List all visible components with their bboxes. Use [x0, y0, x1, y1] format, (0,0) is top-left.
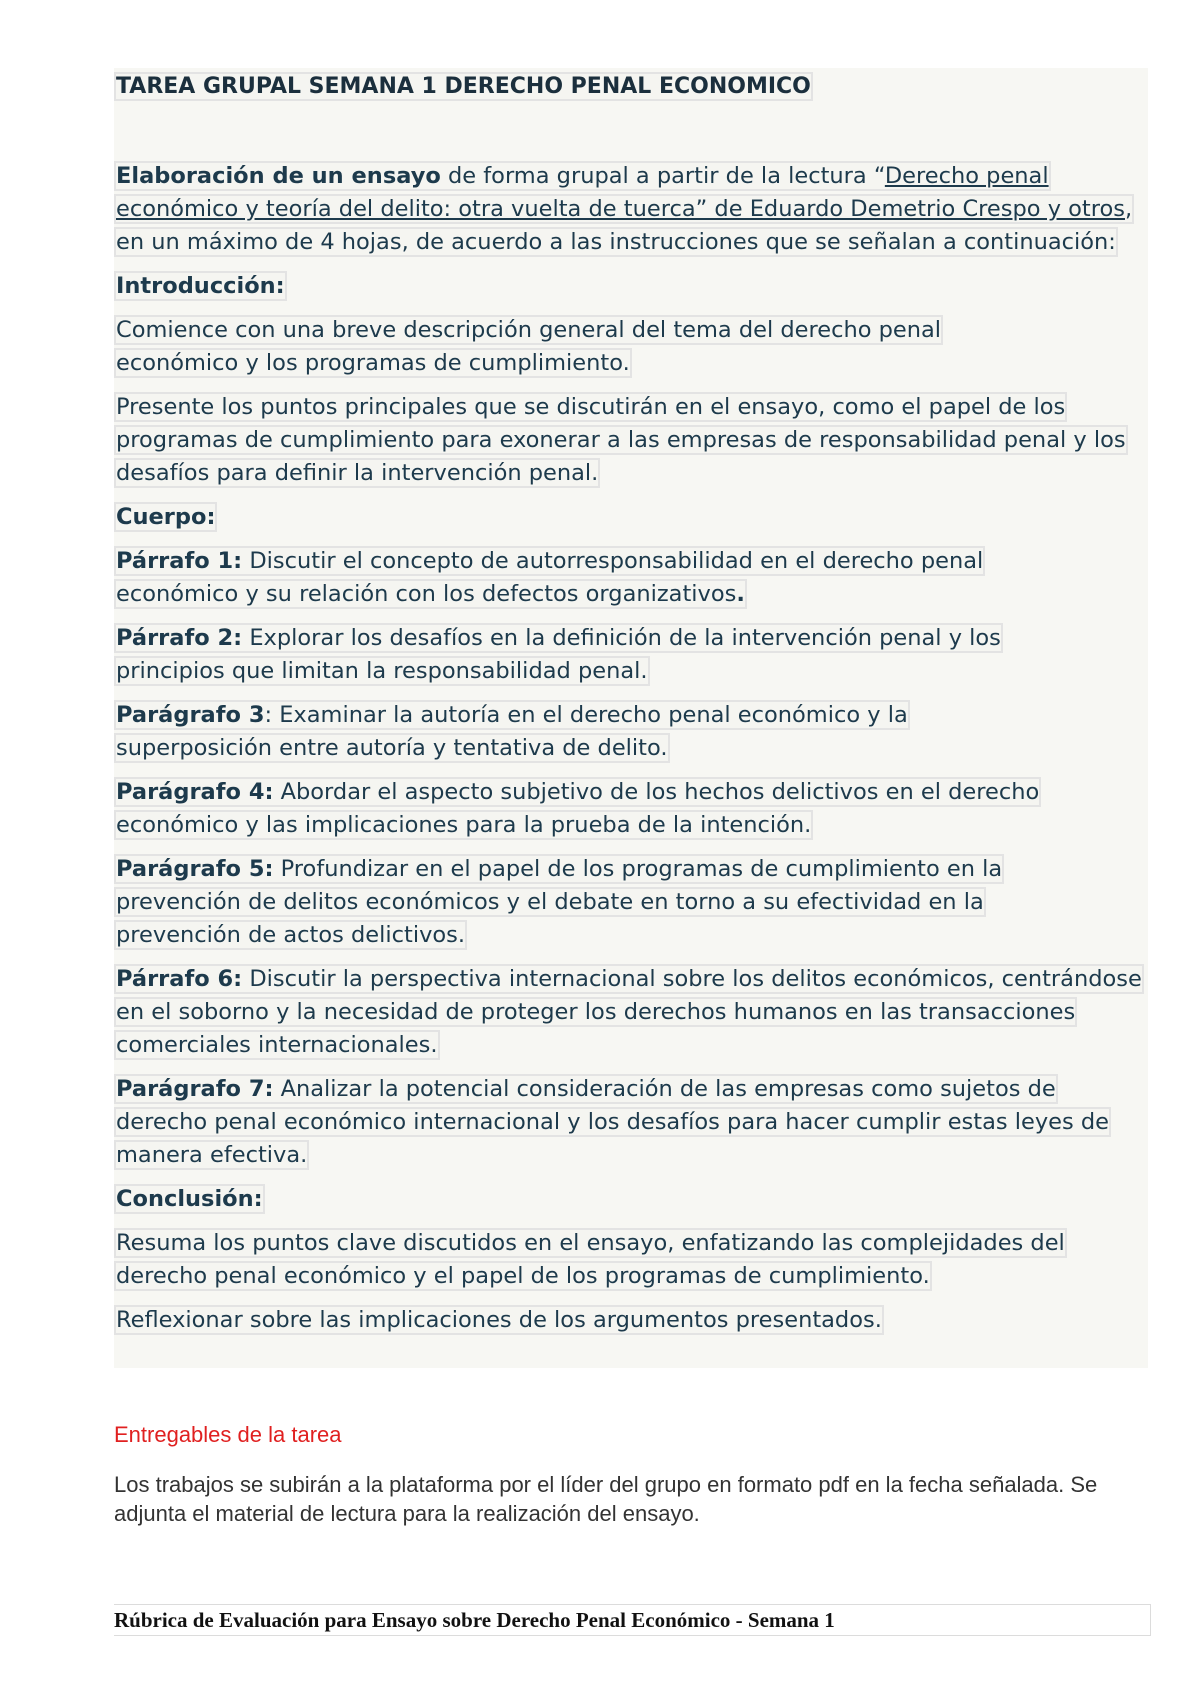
conclusion-paragraph-1-text: Resuma los puntos clave discutidos en el ensayo, enfatizando las complejidades del derecho penal económico y el papel de los programas de cumplimiento. — [116, 1230, 1065, 1289]
body-paragraph-7-label: Parágrafo 7: — [116, 1076, 274, 1102]
body-paragraph-3 — [116, 699, 916, 765]
body-paragraph-1-suffix: . — [736, 581, 745, 607]
assignment-text-2: , en un máximo de 4 hojas, de acuerdo a las instrucciones que se señalan a continuación: — [116, 196, 1133, 255]
introduction-paragraph-2 — [116, 391, 1146, 490]
rubric-title: Rúbrica de Evaluación para Ensayo sobre Derecho Penal Económico - Semana 1 — [114, 1604, 1151, 1636]
body-paragraph-5-label: Parágrafo 5: — [116, 856, 274, 882]
body-paragraph-2-text — [116, 625, 1001, 684]
conclusion-paragraph-1 — [116, 1227, 1146, 1293]
body-paragraph-7 — [116, 1073, 1116, 1172]
body-paragraph-5-text — [116, 856, 1002, 948]
introduction-paragraph-1-text: Comience con una breve descripción general del tema del derecho penal económico y los programas de cumplimiento. — [116, 317, 942, 376]
conclusion-heading — [116, 1183, 1146, 1216]
body-paragraph-3-label: Parágrafo 3 — [116, 702, 265, 728]
document-body — [116, 70, 1146, 1348]
body-paragraph-1 — [116, 545, 991, 611]
assignment-text-1: de forma grupal a partir de la lectura “ — [440, 163, 885, 189]
body-paragraph-4-label: Parágrafo 4: — [116, 779, 274, 805]
assignment-text — [116, 163, 1132, 255]
body-paragraph-1-label: Párrafo 1: — [116, 548, 243, 574]
body-paragraph-7-text — [116, 1076, 1109, 1168]
conclusion-paragraph-2-text: Reflexionar sobre las implicaciones de los argumentos presentados. — [116, 1307, 882, 1333]
assignment-lead: Elaboración de un ensayo — [116, 163, 441, 189]
body-paragraph-6-text — [116, 966, 1142, 1058]
reading-link[interactable]: Derecho penal económico y teoría del delito: otra vuelta de tuerca” de Eduardo Demetrio Crespo y otros — [116, 163, 1125, 222]
introduction-paragraph-1 — [116, 314, 946, 380]
introduction-heading — [116, 270, 1146, 303]
body-paragraph-6-content: Discutir la perspectiva internacional sobre los delitos económicos, centrándose en el soborno y la necesidad de proteger los derechos humanos en las transacciones comerciales internacionales. — [116, 966, 1142, 1058]
body-paragraph-5-content: Profundizar en el papel de los programas de cumplimiento en la prevención de delitos económicos y el debate en torno a su efectividad en la prevención de actos delictivos. — [116, 856, 1003, 948]
body-paragraph-4 — [116, 776, 1046, 842]
assignment-paragraph — [116, 160, 1146, 259]
page-title-text: TAREA GRUPAL SEMANA 1 DERECHO PENAL ECONOMICO — [116, 74, 811, 99]
deliverables-title: Entregables de la tarea — [114, 1422, 342, 1447]
body-paragraph-2-content: Explorar los desafíos en la definición de la intervención penal y los principios que limitan la responsabilidad penal. — [116, 625, 1001, 684]
conclusion-heading-text: Conclusión: — [116, 1186, 263, 1212]
body-paragraph-1-content: Discutir el concepto de autorresponsabilidad en el derecho penal económico y su relación con los defectos organizativos — [116, 548, 984, 607]
body-paragraph-5 — [116, 853, 1016, 952]
body-paragraph-1-text — [116, 548, 983, 607]
introduction-paragraph-2-text: Presente los puntos principales que se discutirán en el ensayo, como el papel de los programas de cumplimiento para exonerar a las empresas de responsabilidad penal y los desafíos para definir la intervención penal. — [116, 394, 1126, 486]
body-paragraph-2-label: Párrafo 2: — [116, 625, 243, 651]
body-paragraph-4-content: Abordar el aspecto subjetivo de los hechos delictivos en el derecho económico y las implicaciones para la prueba de la intención. — [116, 779, 1040, 838]
body-paragraph-3-text — [116, 702, 908, 761]
body-paragraph-2 — [116, 622, 1011, 688]
introduction-heading-text: Introducción: — [116, 273, 285, 299]
body-paragraph-7-content: Analizar la potencial consideración de las empresas como sujetos de derecho penal económico internacional y los desafíos para hacer cumplir estas leyes de manera efectiva. — [116, 1076, 1109, 1168]
body-paragraph-4-text — [116, 779, 1039, 838]
body-paragraph-3-content: : Examinar la autoría en el derecho penal económico y la superposición entre autoría y tentativa de delito. — [116, 702, 908, 761]
body-heading — [116, 501, 1146, 534]
body-heading-text: Cuerpo: — [116, 504, 216, 530]
conclusion-paragraph-2 — [116, 1304, 1146, 1337]
page-title — [116, 70, 1146, 104]
deliverables-text: Los trabajos se subirán a la plataforma por el líder del grupo en formato pdf en la fecha señalada. Se adjunta el material de lectura para la realización del ensayo. — [114, 1472, 1098, 1526]
body-paragraph-6-label: Párrafo 6: — [116, 966, 243, 992]
body-paragraph-6 — [116, 963, 1146, 1062]
